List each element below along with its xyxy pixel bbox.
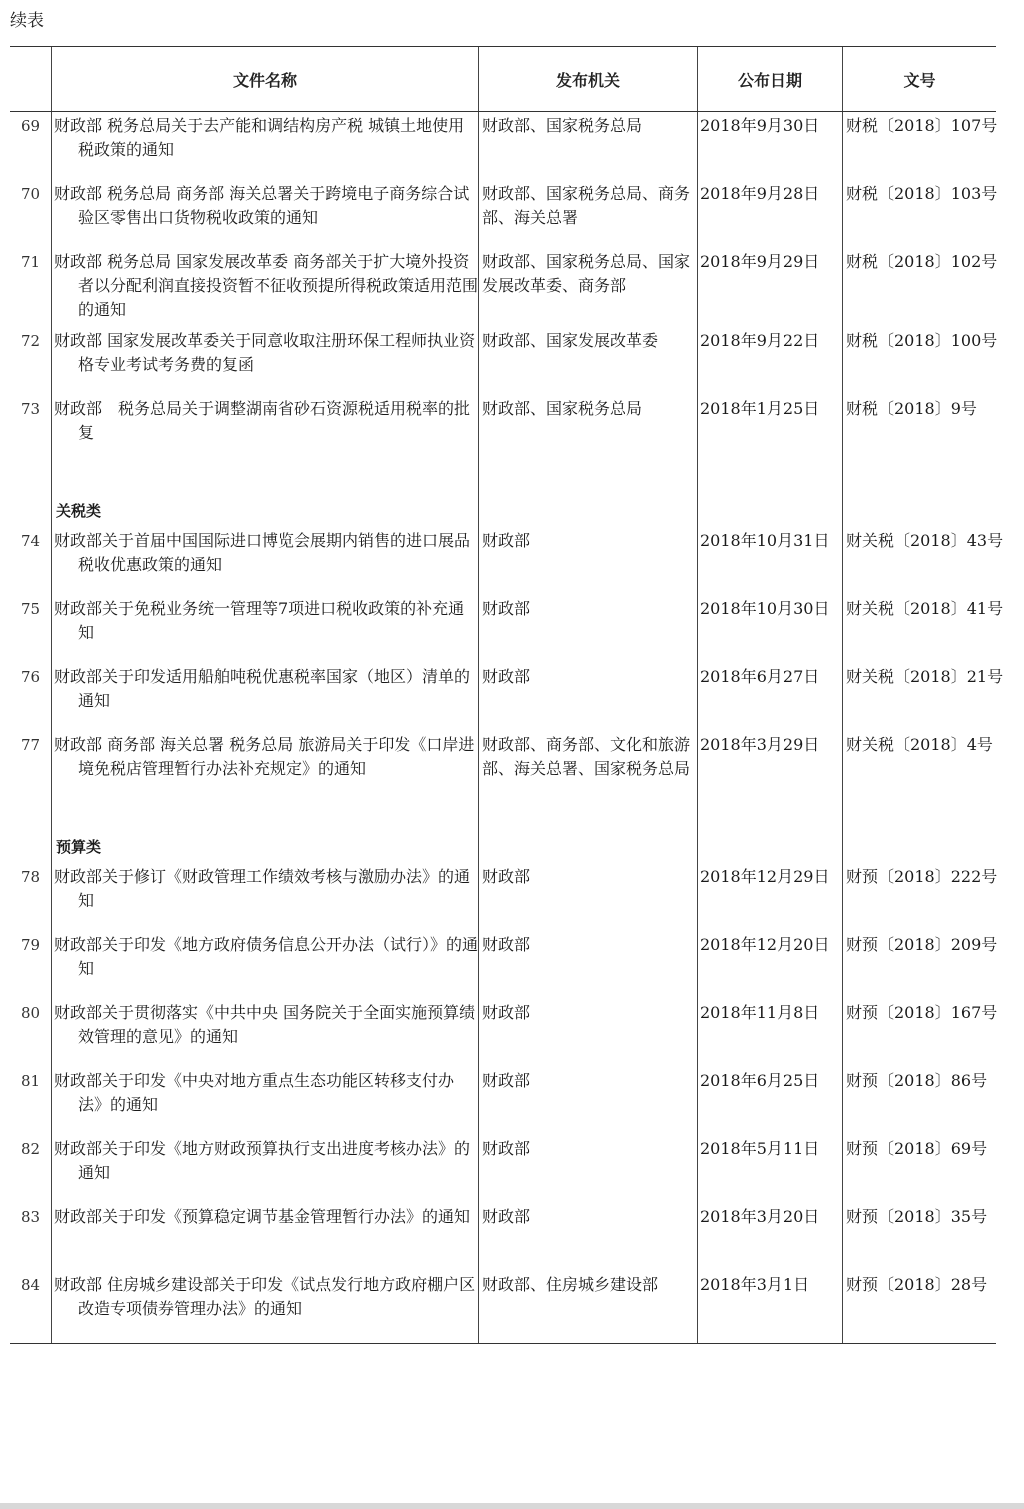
publish-date: 2018年3月1日 — [700, 1275, 810, 1294]
file-name-cell — [52, 663, 479, 731]
publish-date-cell — [698, 1203, 843, 1271]
file-name-cell — [52, 731, 479, 829]
issuer: 财政部 — [482, 1139, 531, 1158]
table-row — [10, 663, 1004, 731]
page-bottom-bar — [0, 1503, 1024, 1509]
row-number-cell — [10, 248, 52, 327]
doc-number-cell — [843, 112, 996, 180]
table-row — [10, 327, 996, 395]
issuer: 财政部 — [482, 599, 531, 618]
file-name: 财政部 住房城乡建设部关于印发《试点发行地方政府棚户区改造专项债券管理办法》的通知 — [54, 1275, 476, 1318]
row-number: 79 — [20, 936, 41, 954]
issuer: 财政部、国家发展改革委 — [482, 331, 659, 350]
row-number: 71 — [20, 253, 41, 271]
file-name-cell — [52, 1203, 479, 1271]
section-label: 预算类 — [52, 829, 479, 863]
doc-number-cell — [843, 731, 996, 829]
publish-date: 2018年1月25日 — [700, 399, 820, 418]
publish-date-cell — [698, 1271, 843, 1343]
table-body — [10, 112, 1004, 1343]
section-row — [10, 493, 996, 527]
publish-date: 2018年12月29日 — [700, 867, 830, 886]
issuer: 财政部 — [482, 935, 531, 954]
section-date-cell — [698, 493, 843, 527]
table-row — [10, 180, 996, 248]
doc-number: 财关税〔2018〕41号 — [846, 599, 1004, 618]
publish-date: 2018年11月8日 — [700, 1003, 820, 1022]
file-name-cell — [52, 1067, 479, 1135]
file-name: 财政部关于印发适用船舶吨税优惠税率国家（地区）清单的通知 — [54, 667, 471, 710]
issuer: 财政部、国家税务总局 — [482, 399, 643, 418]
issuer: 财政部、国家税务总局、国家发展改革委、商务部 — [482, 252, 691, 295]
issuer: 财政部 — [482, 1003, 531, 1022]
section-docno-cell — [843, 829, 996, 863]
row-number-cell — [10, 327, 52, 395]
file-name: 财政部关于首届中国国际进口博览会展期内销售的进口展品税收优惠政策的通知 — [54, 531, 471, 574]
issuer: 财政部 — [482, 867, 531, 886]
table-row — [10, 863, 996, 931]
doc-number: 财税〔2018〕100号 — [846, 331, 998, 350]
header-issuer: 发布机关 — [479, 47, 698, 111]
doc-number: 财预〔2018〕209号 — [846, 935, 998, 954]
file-name: 财政部关于修订《财政管理工作绩效考核与激励办法》的通知 — [54, 867, 471, 910]
doc-number: 财税〔2018〕102号 — [846, 252, 998, 271]
file-name-cell — [52, 112, 479, 180]
row-number: 77 — [20, 736, 41, 754]
section-no-cell — [10, 829, 52, 863]
row-number-cell — [10, 395, 52, 493]
file-name: 财政部关于贯彻落实《中共中央 国务院关于全面实施预算绩效管理的意见》的通知 — [54, 1003, 476, 1046]
file-name: 财政部 税务总局关于调整湖南省砂石资源税适用税率的批复 — [54, 399, 471, 442]
table-row — [10, 1203, 996, 1271]
table-row — [10, 999, 996, 1067]
row-number-cell — [10, 595, 52, 663]
doc-number: 财税〔2018〕9号 — [846, 399, 977, 418]
doc-number: 财税〔2018〕103号 — [846, 184, 998, 203]
issuer-cell — [479, 931, 698, 999]
file-name: 财政部关于印发《预算稳定调节基金管理暂行办法》的通知 — [54, 1207, 471, 1226]
publish-date-cell — [698, 395, 843, 493]
doc-number: 财关税〔2018〕43号 — [846, 531, 1004, 550]
document-table — [10, 46, 1004, 1344]
row-number: 74 — [20, 532, 41, 550]
publish-date: 2018年5月11日 — [700, 1139, 820, 1158]
table-row — [10, 395, 996, 493]
row-number-cell — [10, 527, 52, 595]
file-name: 财政部关于印发《中央对地方重点生态功能区转移支付办法》的通知 — [54, 1071, 455, 1114]
issuer-cell — [479, 999, 698, 1067]
file-name-cell — [52, 180, 479, 248]
issuer-cell — [479, 527, 698, 595]
row-number: 81 — [20, 1072, 41, 1090]
publish-date-cell — [698, 527, 843, 595]
row-number-cell — [10, 999, 52, 1067]
issuer: 财政部、住房城乡建设部 — [482, 1275, 659, 1294]
issuer: 财政部 — [482, 667, 531, 686]
file-name: 财政部 税务总局 国家发展改革委 商务部关于扩大境外投资者以分配利润直接投资暂不征收预提所得税政策适用范围的通知 — [54, 252, 479, 319]
table-row — [10, 1067, 996, 1135]
section-row — [10, 829, 996, 863]
publish-date-cell — [698, 731, 843, 829]
row-number: 76 — [20, 668, 41, 686]
publish-date: 2018年3月20日 — [700, 1207, 820, 1226]
doc-number-cell — [843, 595, 1004, 663]
file-name: 财政部关于免税业务统一管理等7项进口税收政策的补充通知 — [54, 599, 465, 642]
table-row — [10, 595, 1004, 663]
issuer: 财政部 — [482, 1207, 531, 1226]
doc-number: 财预〔2018〕167号 — [846, 1003, 998, 1022]
row-number-cell — [10, 180, 52, 248]
publish-date: 2018年9月29日 — [700, 252, 820, 271]
issuer: 财政部、商务部、文化和旅游部、海关总署、国家税务总局 — [482, 735, 691, 778]
file-name-cell — [52, 395, 479, 493]
publish-date: 2018年12月20日 — [700, 935, 830, 954]
row-number: 70 — [20, 185, 41, 203]
doc-number-cell — [843, 248, 996, 327]
doc-number-cell — [843, 180, 996, 248]
row-number: 78 — [20, 868, 41, 886]
issuer: 财政部 — [482, 1071, 531, 1090]
row-number-cell — [10, 1067, 52, 1135]
issuer-cell — [479, 595, 698, 663]
table-row — [10, 248, 996, 327]
table-row — [10, 731, 996, 829]
continued-label: 续表 — [10, 11, 44, 31]
section-label: 关税类 — [52, 493, 479, 527]
publish-date-cell — [698, 327, 843, 395]
doc-number: 财预〔2018〕86号 — [846, 1071, 988, 1090]
doc-number: 财关税〔2018〕21号 — [846, 667, 1004, 686]
publish-date-cell — [698, 595, 843, 663]
table-row — [10, 1135, 996, 1203]
doc-number-cell — [843, 327, 996, 395]
publish-date: 2018年6月25日 — [700, 1071, 820, 1090]
issuer-cell — [479, 1271, 698, 1343]
doc-number: 财预〔2018〕28号 — [846, 1275, 988, 1294]
file-name-cell — [52, 248, 479, 327]
issuer-cell — [479, 395, 698, 493]
publish-date-cell — [698, 1135, 843, 1203]
doc-number-cell — [843, 999, 996, 1067]
row-number: 84 — [20, 1276, 41, 1294]
header-doc-number: 文号 — [903, 70, 936, 90]
header-no — [10, 47, 52, 111]
doc-number: 财关税〔2018〕4号 — [846, 735, 993, 754]
file-name: 财政部关于印发《地方政府债务信息公开办法（试行）》的通知 — [54, 935, 479, 978]
row-number: 69 — [20, 117, 41, 135]
doc-number-cell — [843, 1135, 996, 1203]
file-name: 财政部关于印发《地方财政预算执行支出进度考核办法》的通知 — [54, 1139, 471, 1182]
doc-number-cell — [843, 1203, 996, 1271]
publish-date-cell — [698, 112, 843, 180]
table-row — [10, 527, 1004, 595]
issuer-cell — [479, 180, 698, 248]
issuer-cell — [479, 663, 698, 731]
doc-number-cell — [843, 1271, 996, 1343]
issuer: 财政部、国家税务总局、商务部、海关总署 — [482, 184, 691, 227]
file-name: 财政部 国家发展改革委关于同意收取注册环保工程师执业资格专业考试考务费的复函 — [54, 331, 476, 374]
doc-number-cell — [843, 663, 1004, 731]
issuer-cell — [479, 327, 698, 395]
file-name-cell — [52, 999, 479, 1067]
file-name: 财政部 税务总局关于去产能和调结构房产税 城镇土地使用税政策的通知 — [54, 116, 465, 159]
section-issuer-cell — [479, 493, 698, 527]
table-row — [10, 1271, 996, 1343]
issuer: 财政部、国家税务总局 — [482, 116, 643, 135]
doc-number-cell — [843, 863, 996, 931]
file-name-cell — [52, 527, 479, 595]
table-row — [10, 931, 996, 999]
publish-date: 2018年9月30日 — [700, 116, 820, 135]
table-header — [10, 47, 996, 112]
publish-date: 2018年10月31日 — [700, 531, 830, 550]
row-number-cell — [10, 931, 52, 999]
row-number: 73 — [20, 400, 41, 418]
header-file-name: 文件名称 — [52, 47, 479, 111]
issuer-cell — [479, 1203, 698, 1271]
issuer: 财政部 — [482, 531, 531, 550]
publish-date: 2018年6月27日 — [700, 667, 820, 686]
file-name: 财政部 税务总局 商务部 海关总署关于跨境电子商务综合试验区零售出口货物税收政策的通知 — [54, 184, 470, 227]
issuer-cell — [479, 1067, 698, 1135]
section-issuer-cell — [479, 829, 698, 863]
publish-date-cell — [698, 663, 843, 731]
doc-number-cell — [843, 931, 996, 999]
publish-date-cell — [698, 1067, 843, 1135]
issuer-cell — [479, 112, 698, 180]
doc-number: 财预〔2018〕69号 — [846, 1139, 988, 1158]
issuer-cell — [479, 863, 698, 931]
row-number-cell — [10, 112, 52, 180]
file-name-cell — [52, 327, 479, 395]
issuer-cell — [479, 248, 698, 327]
file-name-cell — [52, 931, 479, 999]
publish-date: 2018年3月29日 — [700, 735, 820, 754]
section-date-cell — [698, 829, 843, 863]
row-number: 80 — [20, 1004, 41, 1022]
doc-number: 财预〔2018〕222号 — [846, 867, 998, 886]
doc-number-cell — [843, 527, 1004, 595]
row-number-cell — [10, 731, 52, 829]
file-name-cell — [52, 1135, 479, 1203]
row-number: 82 — [20, 1140, 41, 1158]
header-date: 公布日期 — [698, 47, 843, 111]
row-number-cell — [10, 1135, 52, 1203]
publish-date-cell — [698, 999, 843, 1067]
publish-date-cell — [698, 931, 843, 999]
row-number-cell — [10, 863, 52, 931]
publish-date-cell — [698, 863, 843, 931]
publish-date: 2018年10月30日 — [700, 599, 830, 618]
section-no-cell — [10, 493, 52, 527]
publish-date: 2018年9月22日 — [700, 331, 820, 350]
doc-number-cell — [843, 395, 996, 493]
row-number-cell — [10, 1203, 52, 1271]
section-docno-cell — [843, 493, 996, 527]
publish-date-cell — [698, 248, 843, 327]
row-number: 75 — [20, 600, 41, 618]
publish-date: 2018年9月28日 — [700, 184, 820, 203]
row-number: 72 — [20, 332, 41, 350]
file-name-cell — [52, 1271, 479, 1343]
doc-number: 财预〔2018〕35号 — [846, 1207, 988, 1226]
row-number-cell — [10, 1271, 52, 1343]
issuer-cell — [479, 1135, 698, 1203]
table-row — [10, 112, 996, 180]
publish-date-cell — [698, 180, 843, 248]
issuer-cell — [479, 731, 698, 829]
file-name-cell — [52, 863, 479, 931]
row-number-cell — [10, 663, 52, 731]
doc-number: 财税〔2018〕107号 — [846, 116, 998, 135]
file-name-cell — [52, 595, 479, 663]
doc-number-cell — [843, 1067, 996, 1135]
row-number: 83 — [20, 1208, 41, 1226]
file-name: 财政部 商务部 海关总署 税务总局 旅游局关于印发《口岸进境免税店管理暂行办法补充规定》的通知 — [54, 735, 475, 778]
